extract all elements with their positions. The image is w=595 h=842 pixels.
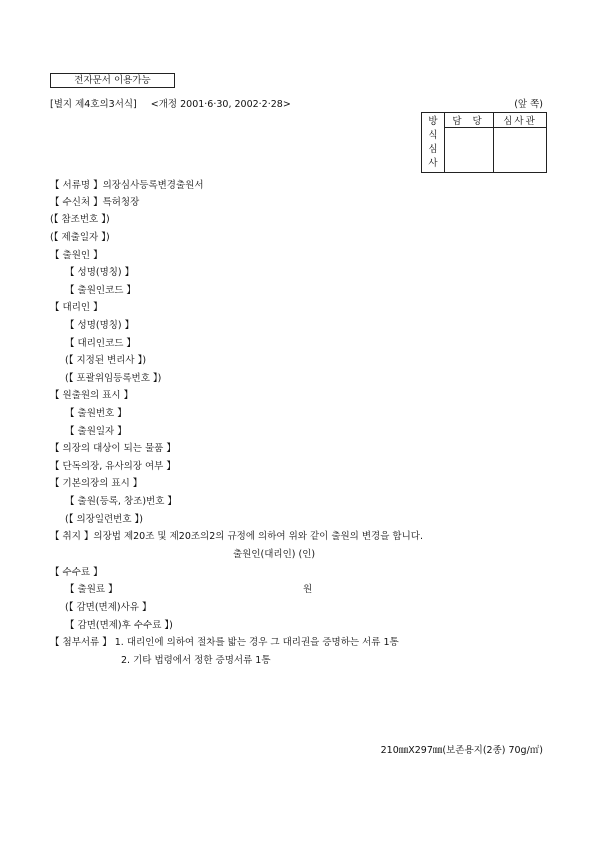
method-char: 식 — [428, 129, 438, 141]
recipient-line: 【 수신처 】특허청장 — [50, 197, 140, 208]
attachments-line-2: 2. 기타 법령에서 정한 증명서류 1통 — [121, 655, 271, 666]
method-review-label — [422, 113, 445, 173]
reduced-fee-line: 【 감면(면제)후 수수료 】) — [65, 620, 173, 631]
won-unit: 원 — [303, 584, 313, 595]
basic-design-line: 【 기본의장의 표시 】 — [50, 478, 143, 489]
examiner-header: 심사관 — [494, 113, 547, 128]
charge-sign-cell — [445, 128, 494, 173]
original-application-line: 【 원출원의 표시 】 — [50, 390, 134, 401]
form-number — [50, 96, 291, 110]
single-similar-design-line: 【 단독의장, 유사의장 여부 】 — [50, 461, 176, 472]
document-name-line: 【 서류명 】의장심사등록변경출원서 — [50, 180, 204, 191]
applicant-signature-line: 출원인(대리인) (인) — [233, 549, 316, 560]
charge-header: 담 당 — [445, 113, 494, 128]
registration-number-line: 【 출원(등록, 창조)번호 】 — [65, 496, 177, 507]
electronic-document-tag: 전자문서 이용가능 — [50, 73, 175, 88]
attachments-line: 【 첨부서류 】 1. 대리인에 의하여 절차를 밟는 경우 그 대리권을 증명하는 서류 1통 — [50, 637, 399, 648]
applicant-name-line: 【 성명(명칭) 】 — [65, 267, 135, 278]
reduction-reason-line: (【 감면(면제)사유 】 — [65, 602, 152, 613]
agent-code-line: 【 대리인코드 】 — [65, 338, 136, 349]
application-date-line: 【 출원일자 】 — [65, 426, 127, 437]
design-serial-line: (【 의장일련번호 】) — [65, 514, 144, 525]
revision-date: <개정 2001·6·30, 2002·2·28> — [150, 99, 291, 110]
approval-table — [421, 112, 547, 173]
application-number-line: 【 출원번호 】 — [65, 408, 127, 419]
method-char: 사 — [428, 157, 438, 169]
applicant-line: 【 출원인 】 — [50, 250, 103, 261]
design-article-line: 【 의장의 대상이 되는 물품 】 — [50, 443, 176, 454]
applicant-code-line: 【 출원인코드 】 — [65, 285, 136, 296]
form-number-text: [별지 제4호의3서식] — [50, 99, 137, 110]
examiner-sign-cell — [494, 128, 547, 173]
agent-name-line: 【 성명(명칭) 】 — [65, 320, 135, 331]
application-fee-line: 【 출원료 】 — [65, 584, 118, 595]
purpose-line: 【 취지 】의장법 제20조 및 제20조의2의 규정에 의하여 위와 같이 출원의 변경을 합니다. — [50, 531, 423, 542]
fee-line: 【 수수료 】 — [50, 567, 103, 578]
method-char: 심 — [428, 143, 438, 155]
submission-date-line: (【 제출일자 】) — [50, 232, 110, 243]
reference-number-line: (【 참조번호 】) — [50, 214, 110, 225]
paper-size-footer: 210㎜X297㎜(보존용지(2종) 70g/㎡) — [380, 745, 543, 756]
general-power-line: (【 포괄위임등록번호 】) — [65, 373, 162, 384]
method-char: 방 — [428, 115, 438, 127]
front-side-label: (앞 쪽) — [514, 99, 543, 110]
agent-line: 【 대리인 】 — [50, 302, 103, 313]
designated-attorney-line: (【 지정된 변리사 】) — [65, 355, 147, 366]
